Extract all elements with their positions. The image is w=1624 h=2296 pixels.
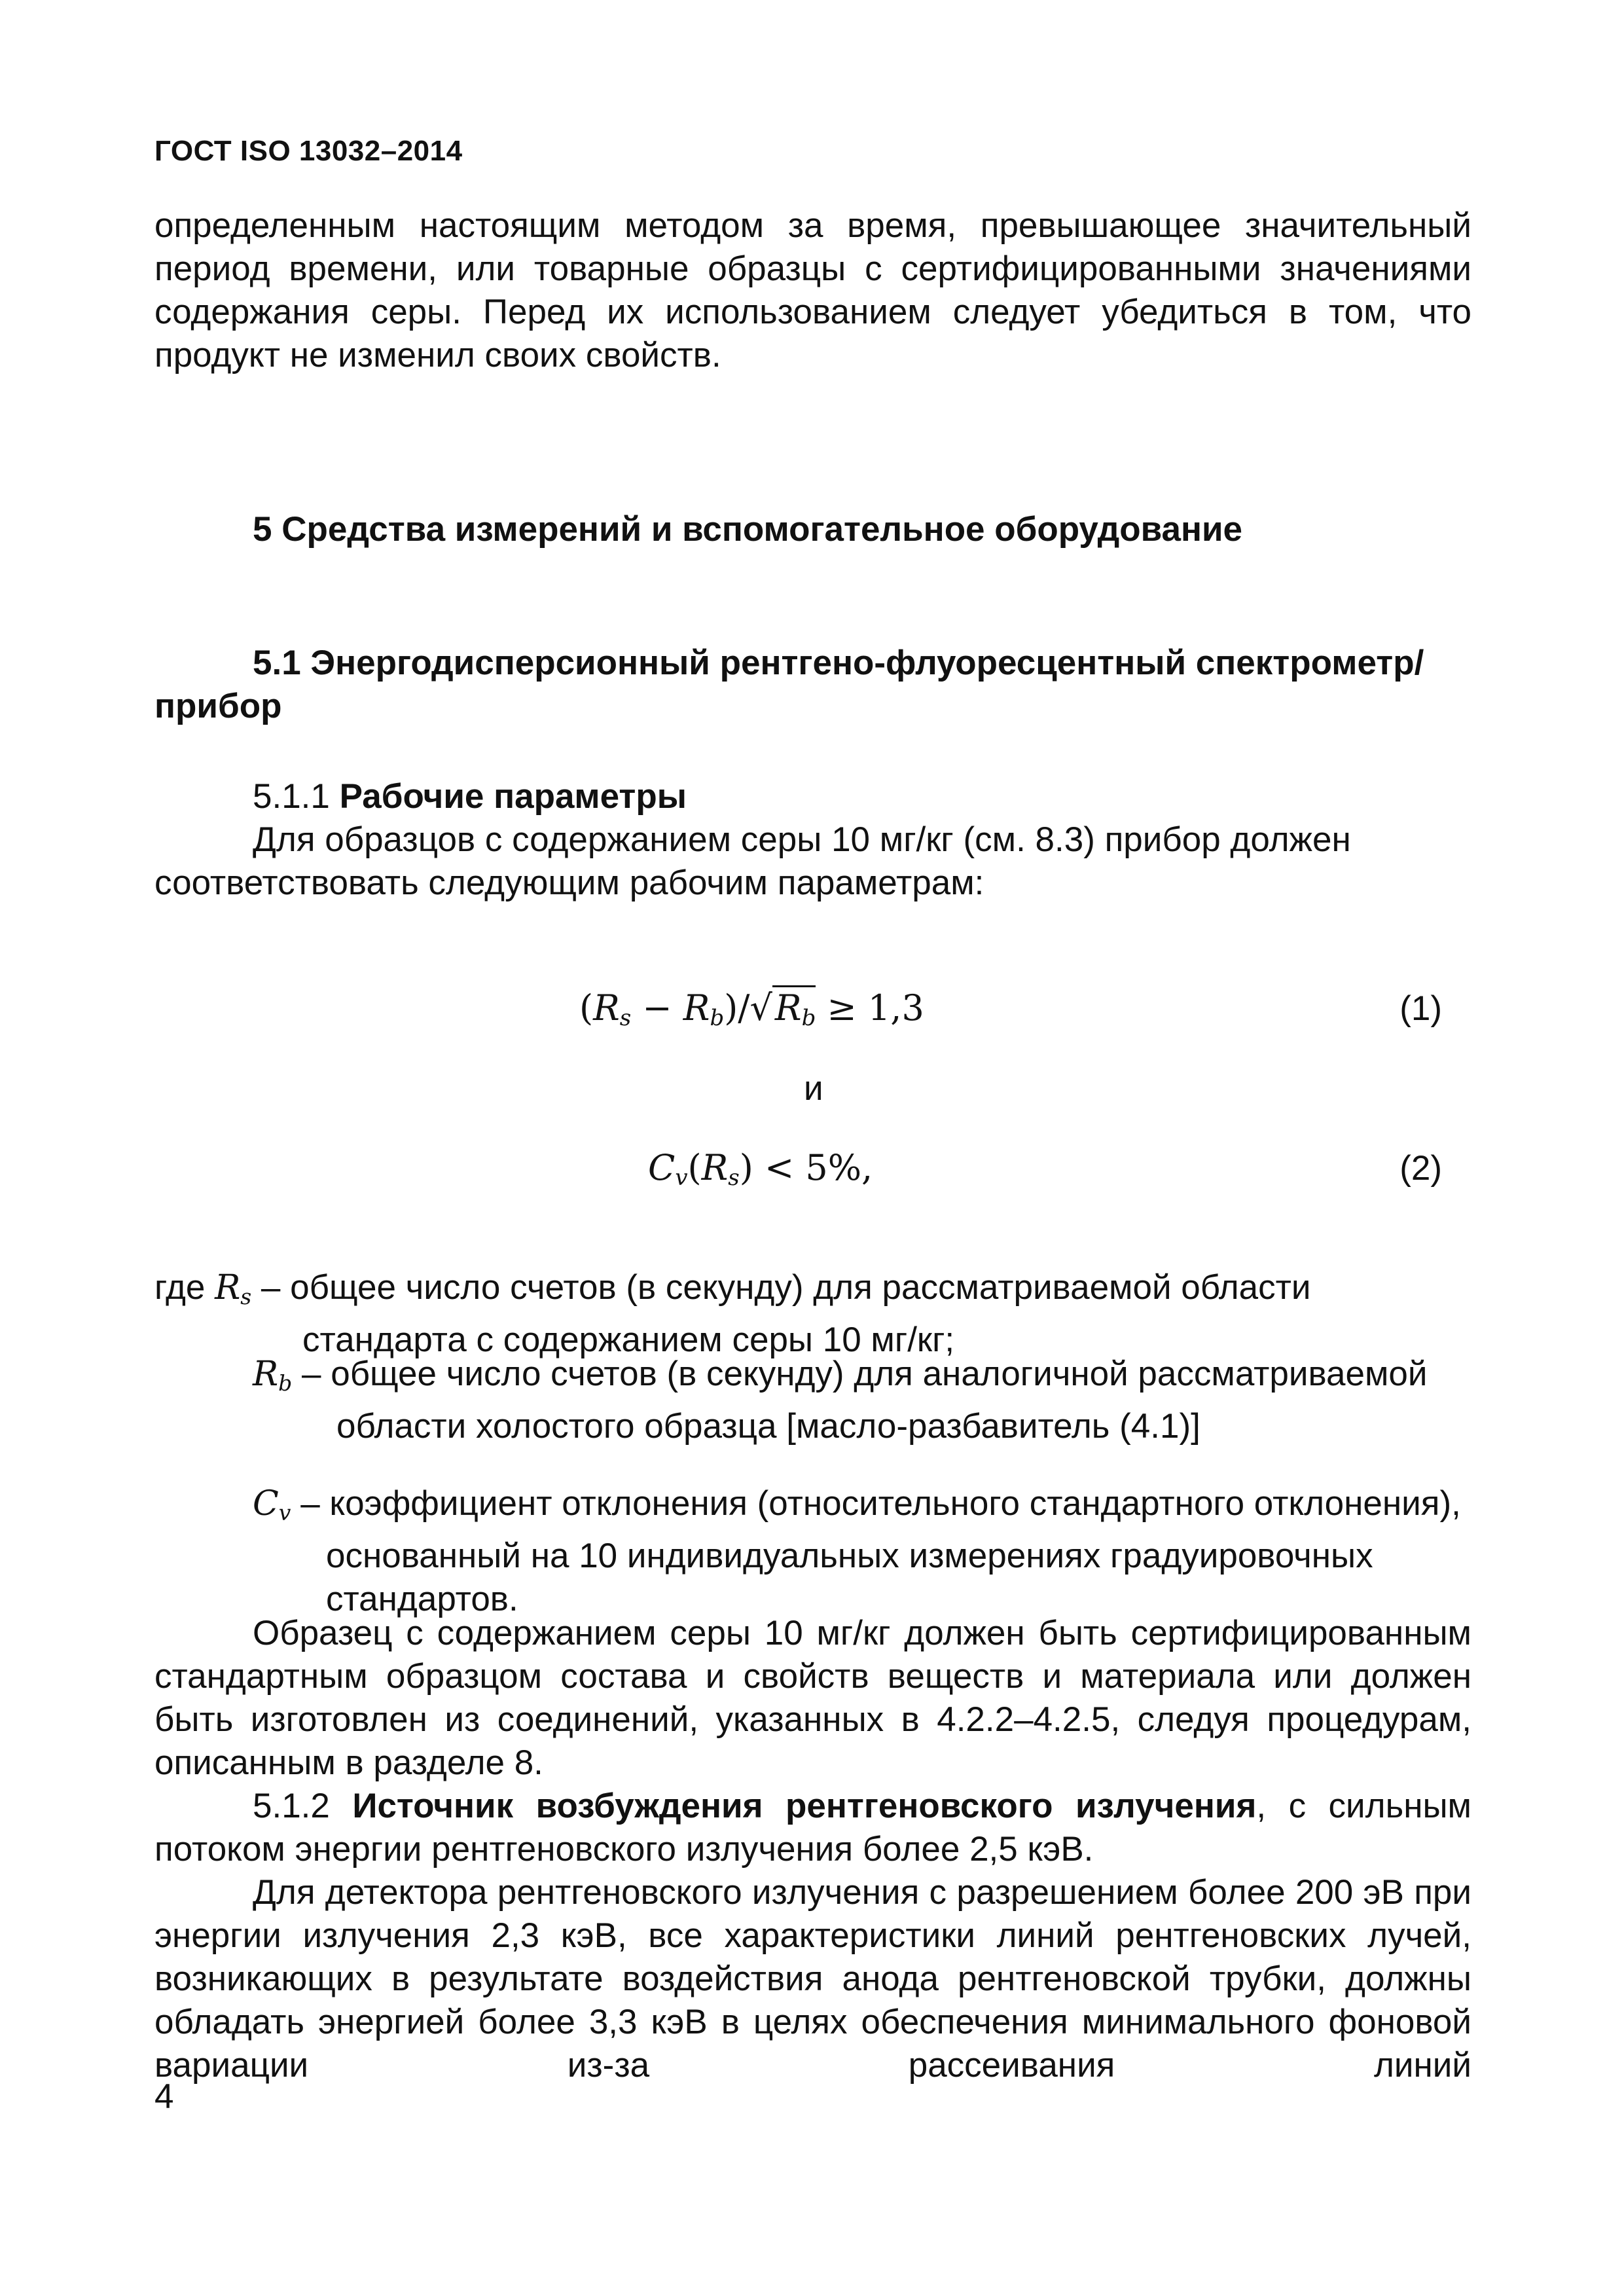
section-5-1-1-number: 5.1.1 xyxy=(253,777,330,816)
rs-definition: – общее число счетов (в секунду) для рассматриваемой области стандарта с содержанием серы 10 мг/кг; xyxy=(261,1268,1311,1359)
document-header: ГОСТ ISO 13032–2014 xyxy=(154,135,463,167)
section-5-1-1-title: Рабочие параметры xyxy=(339,777,687,816)
section-5-1-1-title-line xyxy=(154,775,1471,818)
formula-2: $C_v(R_s) < 5\%$, xyxy=(648,1147,873,1191)
rb-symbol: $R_b$ xyxy=(253,1355,293,1396)
rb-definition: – общее число счетов (в секунду) для аналогичной рассматриваемой области холостого образца [масло-разбавитель (4.1)] xyxy=(302,1355,1428,1446)
section-5-1-2-title: Источник возбуждения рентгеновского излучения xyxy=(352,1787,1257,1825)
rs-symbol: $R_s$ xyxy=(215,1268,252,1309)
where-label: где xyxy=(154,1268,206,1307)
section-5-1-1-text: Для образцов с содержанием серы 10 мг/кг (см. 8.3) прибор должен соответствовать следующим рабочим параметрам: xyxy=(154,820,1351,902)
cv-definition: – коэффициент отклонения (относительного стандартного отклонения), основанный на 10 индивидуальных измерениях градуировочных стандартов. xyxy=(300,1484,1461,1618)
intro-paragraph: определенным настоящим методом за время, превышающее значительный период времени, или товарные образцы с сертифицированными значениями содержания серы. Перед их использованием следует убедиться в том, что продукт не изменил своих свойств. xyxy=(154,206,1471,374)
sample-paragraph: Образец с содержанием серы 10 мг/кг должен быть сертифицированным стандартным образцом состава и свойств веществ и материала или должен быть изготовлен из соединений, указанных в 4.2.2–4.2.5, следуя процедурам, описанным в разделе 8. xyxy=(154,1614,1471,1782)
section-5-1-2-text: , с сильным потоком энергии рентгеновского излучения более 2,5 кэВ. xyxy=(154,1787,1471,1868)
definition-rb xyxy=(253,1353,1471,1448)
section-5-1-1 xyxy=(154,775,1471,905)
cv-symbol: $C_v$ xyxy=(253,1484,291,1525)
formula-1-number: (1) xyxy=(1399,989,1442,1028)
definition-cv xyxy=(253,1482,1471,1621)
formula-2-number: (2) xyxy=(1399,1149,1442,1188)
section-5-1-heading: 5.1 Энергодисперсионный рентгено-флуоресцентный спектрометр/прибор xyxy=(154,644,1424,725)
detector-paragraph: Для детектора рентгеновского излучения с разрешением более 200 эВ при энергии излучения 2,3 кэВ, все характеристики линий рентгеновских лучей, возникающих в результате воздействия анода рентгеновской трубки, должны обладать энергией более 3,3 кэВ в целях обеспечения минимального фоновой вариации из-за рассеивания линий xyxy=(154,1873,1471,2085)
formula-1: $(R_s - R_b)/√R_b \ge 1,3$ xyxy=(579,987,924,1031)
section-5-1-2-number: 5.1.2 xyxy=(253,1787,330,1825)
definition-rs xyxy=(154,1266,1471,1362)
section-5-heading: 5 Средства измерений и вспомогательное оборудование xyxy=(253,510,1243,549)
section-5-1-2 xyxy=(154,1785,1471,1871)
formula-conjunction: и xyxy=(804,1069,823,1108)
page-number: 4 xyxy=(154,2077,174,2116)
